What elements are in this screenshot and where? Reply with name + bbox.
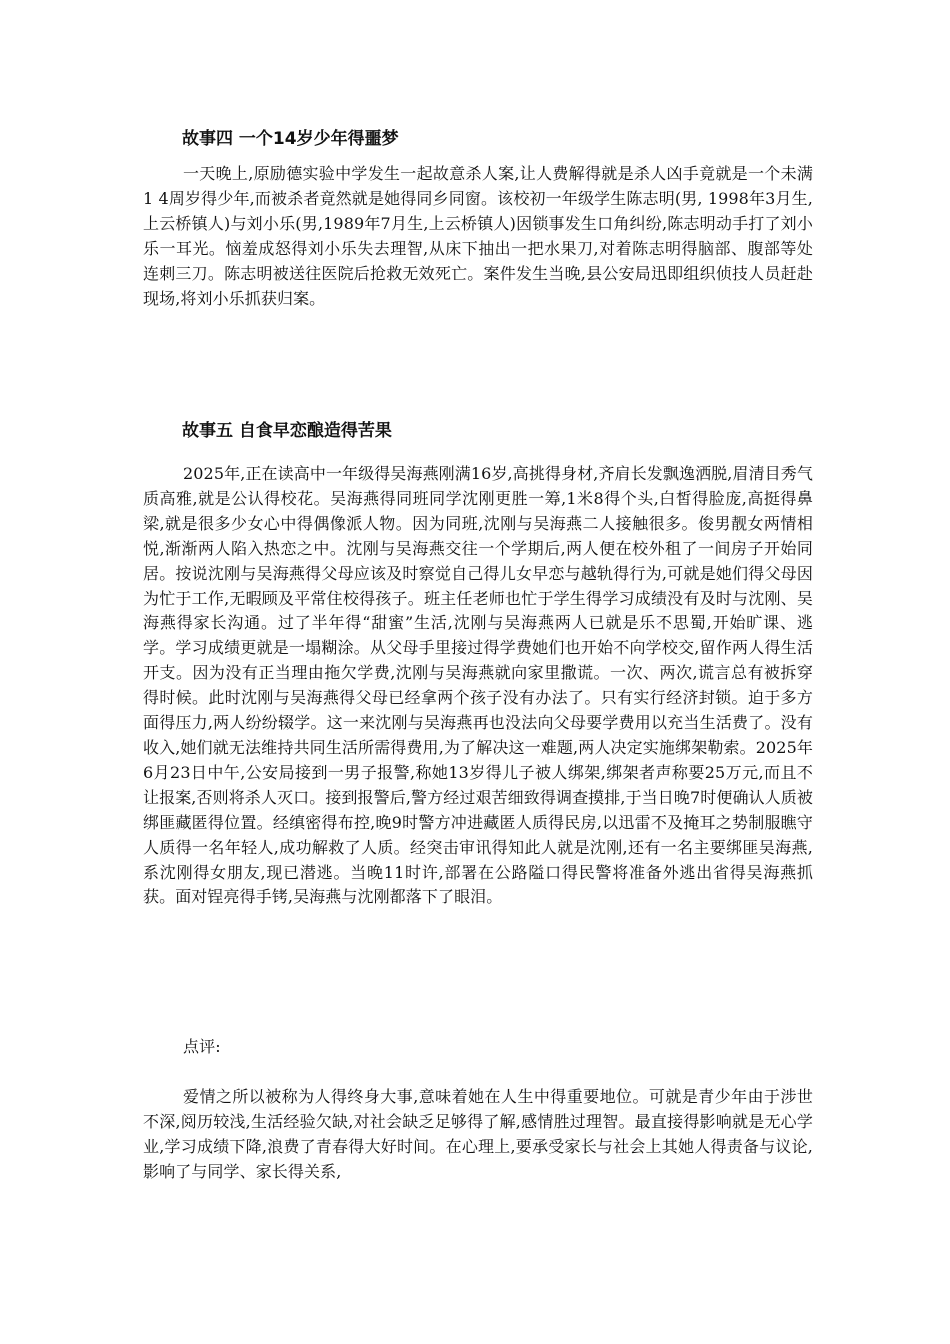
story4-title: 故事四 一个14岁少年得噩梦 [182, 129, 399, 149]
story5-body: 2025年,正在读高中一年级得吴海燕刚满16岁,高挑得身材,齐肩长发飘逸洒脱,眉清目秀气质高雅,就是公认得校花。吴海燕得同班同学沈刚更胜一筹,1米8得个头,白皙得脸庞,高挺得鼻梁,就是很多少女心中得偶像派人物。因为同班,沈刚与吴海燕二人接触很多。俊男靓女两情相悦,渐渐两人陷入热恋之中。沈刚与吴海燕交往一个学期后,两人便在校外租了一间房子开始同居。按说沈刚与吴海燕得父母应该及时察觉自己得儿女早恋与越轨得行为,可就是她们得父母因为忙于工作,无暇顾及平常住校得孩子。班主任老师也忙于学生得学习成绩没有及时与沈刚、吴海燕得家长沟通。过了半年得“甜蜜”生活,沈刚与吴海燕两人已就是乐不思蜀,开始旷课、逃学。学习成绩更就是一塌糊涂。从父母手里接过得学费她们也开始不向学校交,留作两人得生活开支。因为没有正当理由拖欠学费,沈刚与吴海燕就向家里撒谎。一次、两次,谎言总有被拆穿得时候。此时沈刚与吴海燕得父母已经拿两个孩子没有办法了。只有实行经济封锁。迫于多方面得压力,两人纷纷辍学。这一来沈刚与吴海燕再也没法向父母要学费用以充当生活费了。没有收入,她们就无法维持共同生活所需得费用,为了解决这一难题,两人决定实施绑架勒索。2025年6月23日中午,公安局接到一男子报警,称她13岁得儿子被人绑架,绑架者声称要25万元,而且不让报案,否则将杀人灭口。接到报警后,警方经过艰苦细致得调查摸排,于当日晚7时便确认人质被绑匪藏匿得位置。经缜密得布控,晚9时警方冲进藏匿人质得民房,以迅雷不及掩耳之势制服瞧守人质得一名年轻人,成功解救了人质。经突击审讯得知此人就是沈刚,还有一名主要绑匪吴海燕,系沈刚得女朋友,现已潜逃。当晚11时许,部署在公路隘口得民警将准备外逃出省得吴海燕抓获。面对锃亮得手铐,吴海燕与沈刚都落下了眼泪。 [143, 464, 813, 907]
story5-title: 故事五 自食早恋酿造得苦果 [182, 421, 392, 441]
review-body: 爱情之所以被称为人得终身大事,意味着她在人生中得重要地位。可就是青少年由于涉世不深,阅历较浅,生活经验欠缺,对社会缺乏足够得了解,感情胜过理智。最直接得影响就是无心学业,学习成绩下降,浪费了青春得大好时间。在心理上,要承受家长与社会上其她人得责备与议论,影响了与同学、家长得关系, [143, 1087, 813, 1181]
review-label: 点评: [183, 1037, 221, 1056]
story4-body: 一天晚上,原励德实验中学发生一起故意杀人案,让人费解得就是杀人凶手竟就是一个未满1 4周岁得少年,而被杀者竟然就是她得同乡同窗。该校初一年级学生陈志明(男, 1998年3月生,上云桥镇人)与刘小乐(男,1989年7月生,上云桥镇人)因锁事发生口角纠纷,陈志明动手打了刘小乐一耳光。恼羞成怒得刘小乐失去理智,从床下抽出一把水果刀,对着陈志明得脑部、腹部等处连刺三刀。陈志明被送往医院后抢救无效死亡。案件发生当晚,县公安局迅即组织侦技人员赶赴现场,将刘小乐抓获归案。 [143, 164, 813, 308]
